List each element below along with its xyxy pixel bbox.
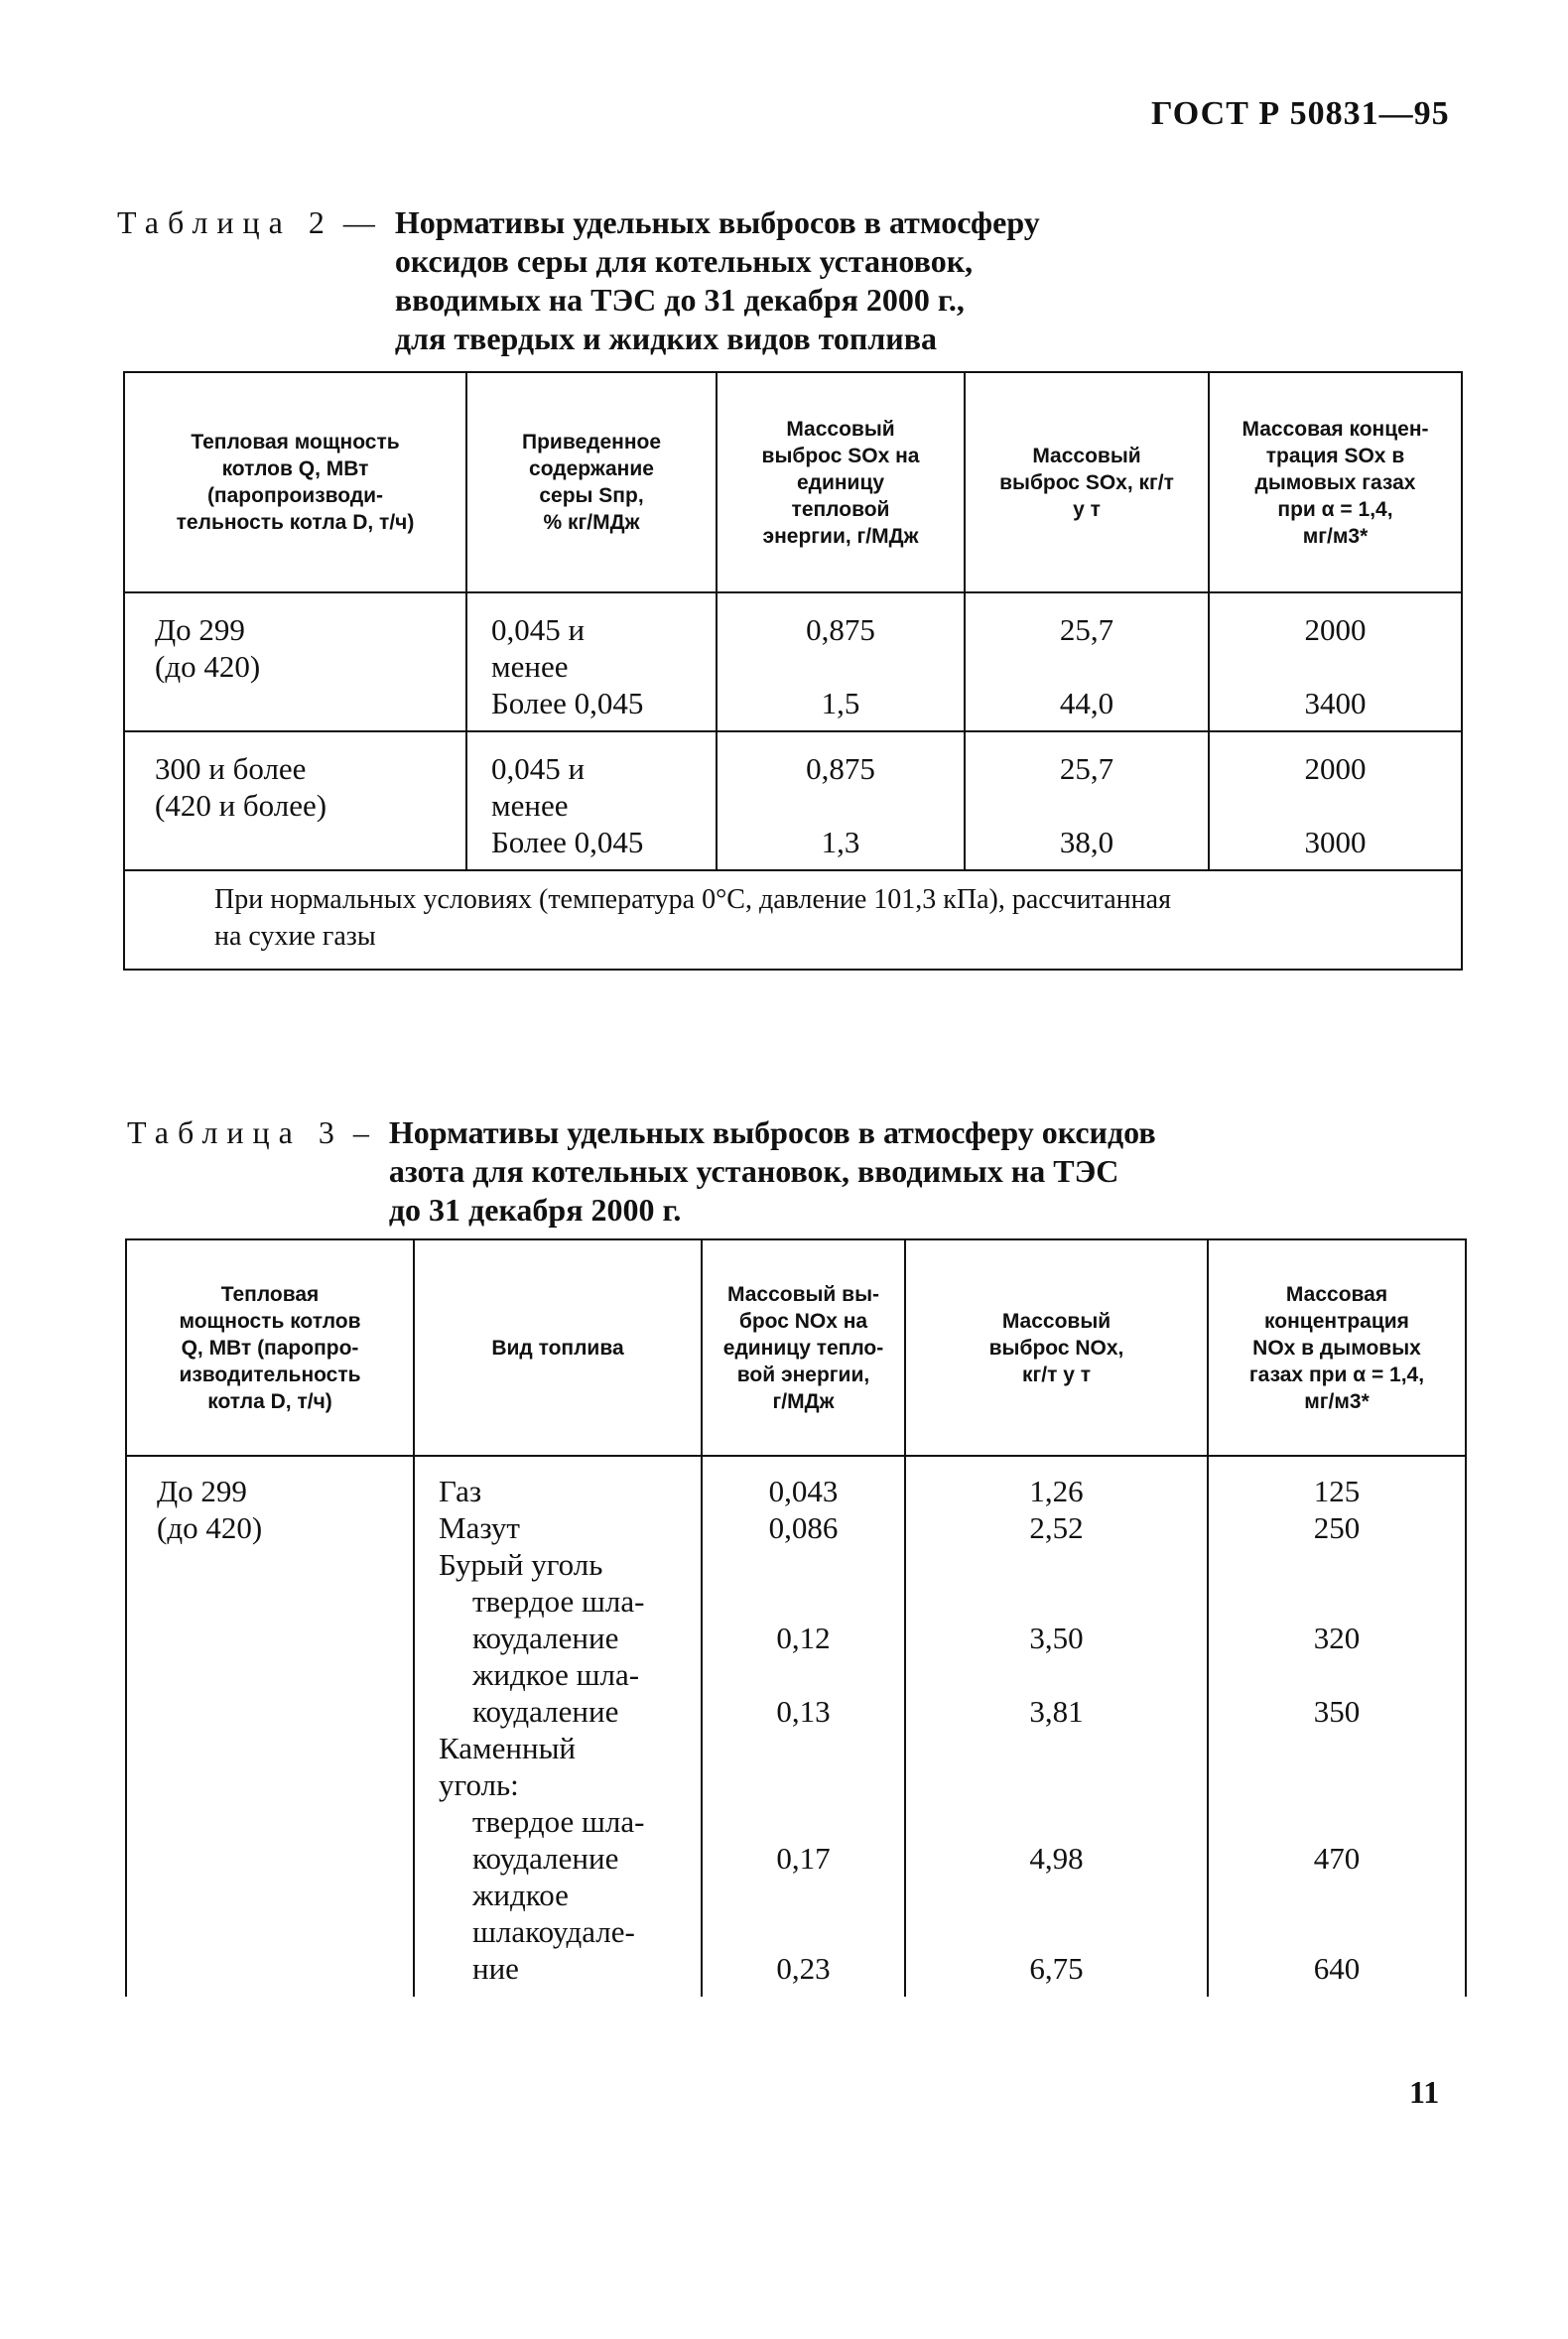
table2-specific-cell: [717, 592, 965, 731]
specific-value: 0,13: [776, 1694, 831, 1729]
fuel-line: коудаление: [472, 1694, 619, 1729]
page-number: 11: [1409, 2074, 1440, 2110]
header-line: Приведенное: [521, 431, 662, 454]
header-line: % кг/МДж: [543, 511, 640, 534]
specific-value: [703, 1730, 904, 1766]
cell-line: 0,875: [806, 751, 875, 786]
table2-caption: [117, 203, 1040, 358]
table3-title-line: до 31 декабря 2000 г.: [388, 1192, 682, 1228]
concentration-value: [1209, 1877, 1465, 1913]
cell-line: 2000: [1304, 751, 1367, 786]
header-line: (паропроизводи-: [206, 484, 384, 507]
mass-value: 2,52: [1029, 1510, 1084, 1545]
cell-line: [718, 648, 964, 685]
fuel-line: твердое шла-: [472, 1584, 645, 1619]
cell-line: (до 420): [155, 649, 261, 684]
header-line: Массовый: [1032, 444, 1141, 467]
cell-line: [966, 648, 1208, 685]
table3-header-power: [126, 1239, 414, 1456]
table2-concentration-cell: [1209, 731, 1462, 870]
table3-header-row: [126, 1239, 1466, 1456]
table3: [125, 1238, 1467, 1997]
header-line: при α = 1,4,: [1277, 497, 1393, 521]
header-line: тепловой: [791, 497, 890, 521]
header-line: котлов Q, МВт: [221, 457, 369, 480]
note-line: При нормальных условиях (температура 0°С, давление 101,3 кПа), рассчитанная: [214, 884, 1171, 915]
cell-line: До 299: [157, 1474, 247, 1508]
header-line: котла D, т/ч): [207, 1389, 332, 1413]
table3-header-specific: [702, 1239, 905, 1456]
cell-line: [1210, 787, 1461, 824]
concentration-value: 470: [1313, 1841, 1361, 1876]
table2-header-sulfur: [466, 372, 717, 592]
table3-concentration-cell: [1208, 1456, 1466, 1997]
header-line: Тепловая: [220, 1282, 320, 1306]
header-line: Массовая концен-: [1241, 417, 1429, 441]
mass-value: 3,50: [1029, 1621, 1084, 1655]
fuel-line: Каменный: [439, 1731, 577, 1765]
table2-mass-cell: [965, 731, 1209, 870]
header-line: трация SOx в: [1265, 444, 1405, 467]
mass-value: [906, 1913, 1207, 1950]
concentration-value: [1209, 1803, 1465, 1840]
concentration-value: 640: [1313, 1951, 1361, 1986]
header-line: Q, МВт (паропро-: [181, 1336, 359, 1360]
table3-fuel-cell: [414, 1456, 702, 1997]
specific-value: 0,12: [776, 1621, 831, 1655]
fuel-line: твердое шла-: [472, 1804, 645, 1839]
specific-value: 0,043: [768, 1474, 839, 1508]
table-row: [124, 731, 1462, 870]
fuel-line: Газ: [439, 1474, 482, 1508]
header-line: концентрация: [1264, 1309, 1409, 1333]
table3-header-fuel: [414, 1239, 702, 1456]
specific-value: [703, 1913, 904, 1950]
concentration-value: 320: [1313, 1621, 1361, 1655]
specific-value: [703, 1877, 904, 1913]
mass-value: 1,26: [1029, 1474, 1084, 1508]
mass-value: 6,75: [1029, 1951, 1084, 1986]
specific-value: 0,17: [776, 1841, 831, 1876]
table-row: [124, 592, 1462, 731]
table2-sulfur-cell: [466, 592, 717, 731]
header-line: серы Sпр,: [539, 484, 644, 507]
header-line: Массовый: [786, 417, 895, 441]
cell-line: (420 и более): [155, 788, 327, 823]
header-line: мощность котлов: [179, 1309, 361, 1333]
cell-line: менее: [491, 788, 569, 823]
specific-value: 0,086: [768, 1510, 839, 1545]
concentration-value: [1209, 1546, 1465, 1583]
table2-title-line: для твердых и жидких видов топлива: [394, 321, 937, 356]
table3-caption: [127, 1113, 1156, 1230]
table3-power-cell: [126, 1456, 414, 1997]
fuel-line: коудаление: [472, 1841, 619, 1876]
header-line: NOx в дымовых: [1252, 1336, 1421, 1360]
header-line: единицу тепло-: [722, 1336, 884, 1360]
specific-value: 0,23: [776, 1951, 831, 1986]
cell-line: До 299: [155, 612, 245, 647]
header-line: единицу: [796, 470, 885, 494]
header-line: выброс SOx, кг/т: [999, 470, 1174, 494]
header-line: выброс SOx на: [761, 444, 920, 467]
header-line: выброс NOx,: [988, 1336, 1124, 1360]
table3-header-concentration: [1208, 1239, 1466, 1456]
cell-line: 3400: [1304, 686, 1367, 720]
fuel-line: коудаление: [472, 1621, 619, 1655]
table-row: [126, 1456, 1466, 1997]
cell-line: 300 и более: [155, 751, 307, 786]
cell-line: [966, 787, 1208, 824]
concentration-value: 125: [1313, 1474, 1361, 1508]
table2-title-line: оксидов серы для котельных установок,: [394, 243, 974, 279]
concentration-value: [1209, 1730, 1465, 1766]
header-line: брос NOx на: [738, 1309, 868, 1333]
cell-line: 25,7: [1059, 751, 1114, 786]
specific-value: [703, 1546, 904, 1583]
cell-line: 2000: [1304, 612, 1367, 647]
header-line: энергии, г/МДж: [762, 524, 919, 548]
header-line: тельность котла D, т/ч): [176, 511, 415, 534]
specific-value: [703, 1583, 904, 1620]
table2-title: [395, 203, 1040, 358]
cell-line: (до 420): [157, 1510, 263, 1545]
header-line: Массовый вы-: [726, 1282, 880, 1306]
table2-title-line: вводимых на ТЭС до 31 декабря 2000 г.,: [394, 282, 965, 318]
concentration-value: [1209, 1766, 1465, 1803]
specific-value: [703, 1803, 904, 1840]
table2-note: [124, 870, 1462, 970]
header-line: кг/т у т: [1021, 1363, 1091, 1386]
table3-label: Таблица 3: [127, 1114, 343, 1150]
table2-note-row: [124, 870, 1462, 970]
table3-mass-cell: [905, 1456, 1208, 1997]
cell-line: 1,5: [821, 686, 860, 720]
fuel-line: шлакоудале-: [472, 1914, 635, 1949]
table2-header-power: [124, 372, 466, 592]
table2-header-specific: [717, 372, 965, 592]
cell-line: 0,875: [806, 612, 875, 647]
fuel-line: жидкое: [472, 1878, 569, 1912]
table2-specific-cell: [717, 731, 965, 870]
fuel-line: жидкое шла-: [472, 1657, 640, 1692]
table3-header-mass: [905, 1239, 1208, 1456]
table2-header-concentration: [1209, 372, 1462, 592]
header-line: изводительность: [179, 1363, 361, 1386]
mass-value: [906, 1583, 1207, 1620]
header-line: мг/м3*: [1304, 1389, 1370, 1413]
document-header: ГОСТ Р 50831—95: [1151, 95, 1450, 132]
specific-value: [703, 1766, 904, 1803]
table3-title-line: Нормативы удельных выбросов в атмосферу оксидов: [388, 1114, 1156, 1150]
concentration-value: [1209, 1913, 1465, 1950]
header-line: содержание: [529, 457, 654, 480]
cell-line: Более 0,045: [491, 825, 644, 859]
cell-line: 3000: [1304, 825, 1367, 859]
mass-value: 4,98: [1029, 1841, 1084, 1876]
table2-mass-cell: [965, 592, 1209, 731]
cell-line: 44,0: [1059, 686, 1114, 720]
cell-line: 0,045 и: [491, 751, 586, 786]
cell-line: 38,0: [1059, 825, 1114, 859]
cell-line: менее: [491, 649, 569, 684]
mass-value: [906, 1656, 1207, 1693]
header-line: Тепловая мощность: [191, 431, 400, 454]
table3-title: [389, 1113, 1156, 1230]
cell-line: 1,3: [821, 825, 860, 859]
cell-line: Более 0,045: [491, 686, 644, 720]
concentration-value: 350: [1313, 1694, 1361, 1729]
header-line: газах при α = 1,4,: [1248, 1363, 1425, 1386]
fuel-line: Бурый уголь: [439, 1547, 603, 1582]
fuel-line: уголь:: [439, 1767, 519, 1802]
header-line: Вид топлива: [491, 1336, 624, 1360]
fuel-line: ние: [472, 1951, 519, 1986]
fuel-line: Мазут: [439, 1510, 520, 1545]
table2-concentration-cell: [1209, 592, 1462, 731]
cell-line: [1210, 648, 1461, 685]
header-line: Массовый: [1001, 1309, 1111, 1333]
table3-specific-cell: [702, 1456, 905, 1997]
table2: [123, 371, 1463, 971]
header-line: вой энергии,: [736, 1363, 870, 1386]
header-line: дымовых газах: [1254, 470, 1416, 494]
mass-value: [906, 1730, 1207, 1766]
mass-value: [906, 1803, 1207, 1840]
table3-dash: –: [352, 1114, 369, 1150]
mass-value: [906, 1546, 1207, 1583]
concentration-value: [1209, 1583, 1465, 1620]
cell-line: 25,7: [1059, 612, 1114, 647]
cell-line: [718, 787, 964, 824]
mass-value: [906, 1877, 1207, 1913]
mass-value: 3,81: [1029, 1694, 1084, 1729]
concentration-value: 250: [1313, 1510, 1361, 1545]
table3-title-line: азота для котельных установок, вводимых на ТЭС: [388, 1153, 1119, 1189]
cell-line: 0,045 и: [491, 612, 586, 647]
header-line: Массовая: [1285, 1282, 1388, 1306]
table2-header-mass: [965, 372, 1209, 592]
header-line: у т: [1073, 497, 1101, 521]
table2-label: Таблица 2: [117, 204, 333, 240]
table2-header-row: [124, 372, 1462, 592]
mass-value: [906, 1766, 1207, 1803]
table2-power-cell: [124, 731, 466, 870]
table2-dash: —: [342, 204, 375, 240]
table2-sulfur-cell: [466, 731, 717, 870]
table2-power-cell: [124, 592, 466, 731]
header-line: г/МДж: [772, 1389, 835, 1413]
note-line: на сухие газы: [214, 921, 376, 952]
specific-value: [703, 1656, 904, 1693]
table2-title-line: Нормативы удельных выбросов в атмосферу: [394, 204, 1040, 240]
header-line: мг/м3*: [1302, 524, 1369, 548]
concentration-value: [1209, 1656, 1465, 1693]
